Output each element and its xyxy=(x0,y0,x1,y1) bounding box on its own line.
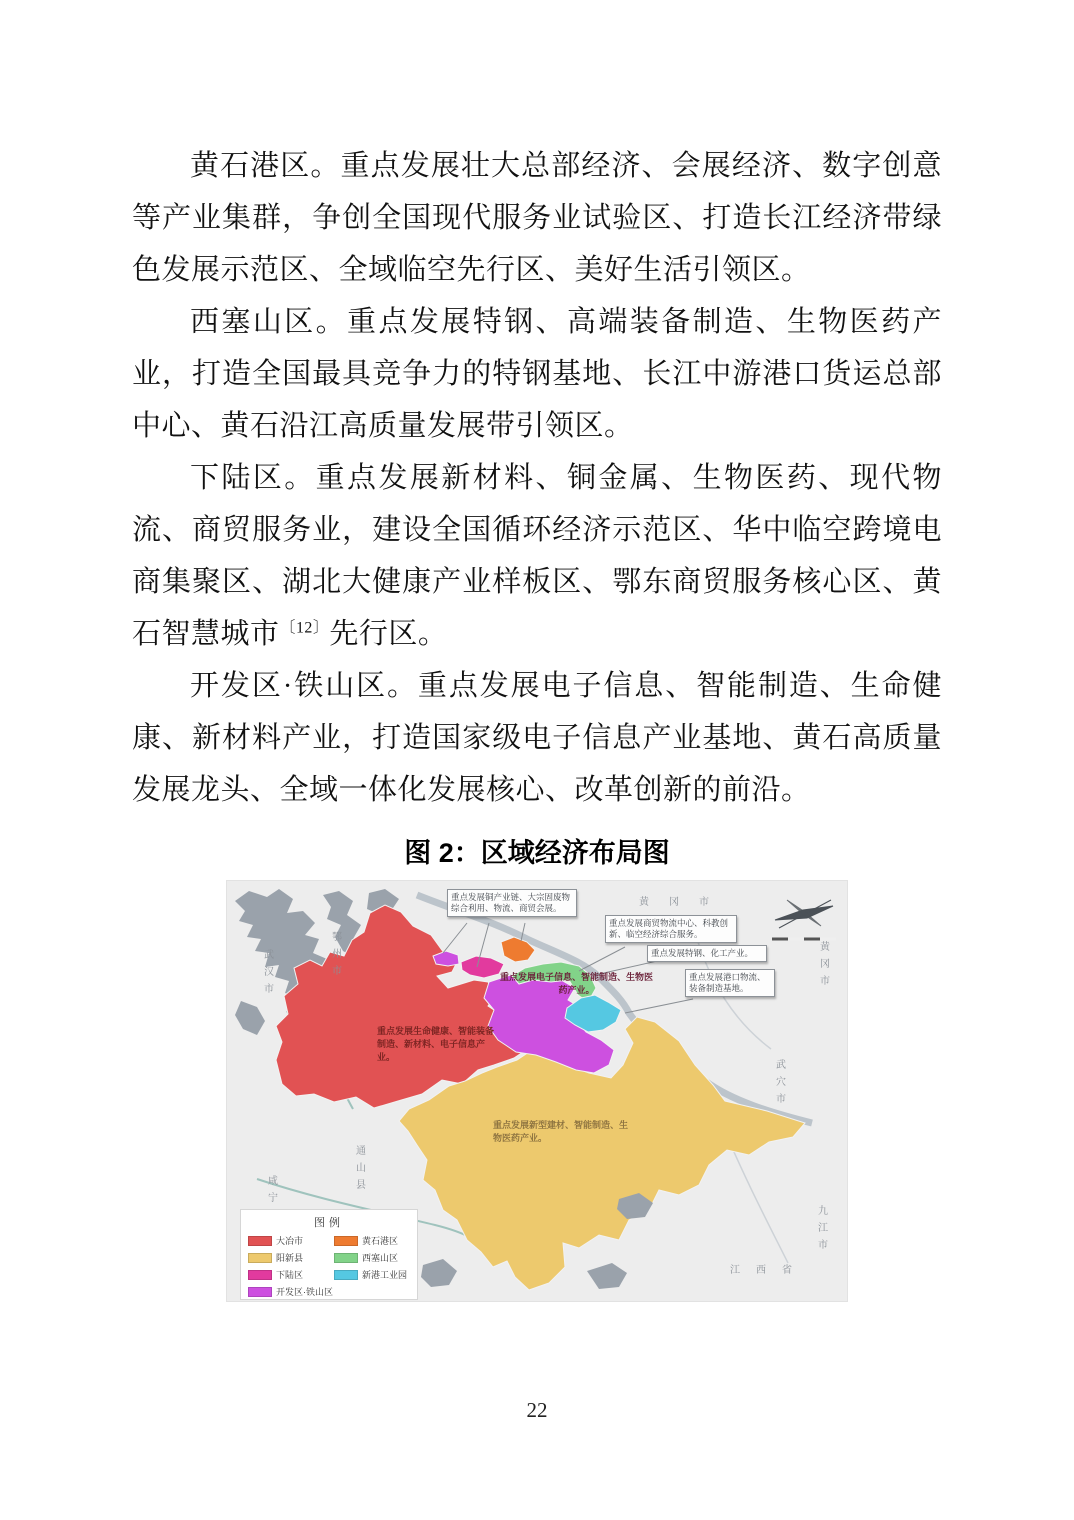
callout-xisaishan: 重点发展特钢、化工产业。 xyxy=(647,945,767,962)
legend-item-dayeshi xyxy=(248,1232,333,1249)
neighbor-label-xianning: 咸宁 xyxy=(268,1176,278,1204)
figure-title: 图 2：区域经济布局图 xyxy=(404,838,670,868)
legend-label: 黄石港区 xyxy=(362,1236,399,1246)
page-number: 22 xyxy=(526,1398,548,1422)
legend-swatch-purple xyxy=(248,1287,272,1297)
legend-column-1 xyxy=(248,1232,333,1300)
paragraph-xialu xyxy=(132,452,942,660)
legend-label: 下陆区 xyxy=(276,1270,304,1280)
legend-swatch-yellow xyxy=(248,1253,272,1263)
region-label-kaifaqu: 重点发展电子信息、智能制造、生物医药产业。 xyxy=(499,972,653,995)
region-label-dayeshi: 重点发展生命健康、智能装备制造、新材料、电子信息产业。 xyxy=(377,1026,495,1062)
legend-item-kaifaqu xyxy=(248,1283,333,1300)
legend-item-xialu xyxy=(248,1266,333,1283)
legend xyxy=(240,1209,418,1300)
neighbor-label-ezhou: 鄂州市 xyxy=(332,932,342,977)
legend-item-yangxin xyxy=(248,1249,333,1266)
legend-title: 图例 xyxy=(314,1217,344,1229)
legend-item-huangshigang xyxy=(334,1232,407,1249)
legend-label: 新港工业园 xyxy=(362,1270,408,1280)
paragraph-text: 下陆区。重点发展新材料、铜金属、生物医药、现代物流、商贸服务业，建设全国循环经济示范区、华中临空跨境电商集聚区、湖北大健康产业样板区、鄂东商贸服务核心区、黄石智慧城市 xyxy=(132,462,942,650)
neighbor-label-tongshan: 通山县 xyxy=(356,1146,366,1191)
neighbor-label-huanggang-top: 黄冈市 xyxy=(639,897,729,908)
callout-xialu: 重点发展铜产业链、大宗固废物综合利用、物流、商贸会展。 xyxy=(447,889,577,917)
legend-swatch-green xyxy=(334,1253,358,1263)
callout-huangshigang: 重点发展商贸物流中心、科教创新、临空经济综合服务。 xyxy=(605,915,737,943)
neighbor-label-jiujiang: 九江市 xyxy=(818,1206,828,1251)
legend-item-xingang xyxy=(334,1266,407,1283)
neighbor-label-huanggang-right: 黄冈市 xyxy=(820,942,830,987)
legend-column-2 xyxy=(334,1232,407,1283)
paragraph-huangshigang: 黄石港区。重点发展壮大总部经济、会展经济、数字创意等产业集群，争创全国现代服务业试验区、打造长江经济带绿色发展示范区、全域临空先行区、美好生活引领区。 xyxy=(132,150,942,286)
legend-swatch-magenta xyxy=(248,1270,272,1280)
footnote-ref: 〔12〕 xyxy=(279,619,330,637)
region-label-yangxin: 重点发展新型建材、智能制造、生物医药产业。 xyxy=(493,1120,629,1143)
neighbor-label-wuhan: 武汉市 xyxy=(264,950,274,995)
neighbor-label-wuxue: 武穴市 xyxy=(776,1060,786,1105)
legend-label: 阳新县 xyxy=(276,1253,304,1263)
legend-item-xisaishan xyxy=(334,1249,407,1266)
legend-swatch-cyan xyxy=(334,1270,358,1280)
paragraph-xisaishan: 西塞山区。重点发展特钢、高端装备制造、生物医药产业，打造全国最具竞争力的特钢基地、长江中游港口货运总部中心、黄石沿江高质量发展带引领区。 xyxy=(132,306,942,442)
legend-swatch-red xyxy=(248,1236,272,1246)
legend-swatch-orange xyxy=(334,1236,358,1246)
paragraph-text: 先行区。 xyxy=(329,618,448,650)
legend-label: 西塞山区 xyxy=(362,1253,399,1263)
paragraph-kaifaqu: 开发区·铁山区。重点发展电子信息、智能制造、生命健康、新材料产业，打造国家级电子信息产业基地、黄石高质量发展龙头、全域一体化发展核心、改革创新的前沿。 xyxy=(132,670,942,806)
neighbor-label-jiangxi: 江西省 xyxy=(730,1265,808,1276)
legend-label: 大冶市 xyxy=(276,1236,304,1246)
figure-map xyxy=(226,880,848,1302)
legend-label: 开发区·铁山区 xyxy=(276,1287,333,1297)
callout-xingang: 重点发展港口物流、装备制造基地。 xyxy=(685,969,775,997)
